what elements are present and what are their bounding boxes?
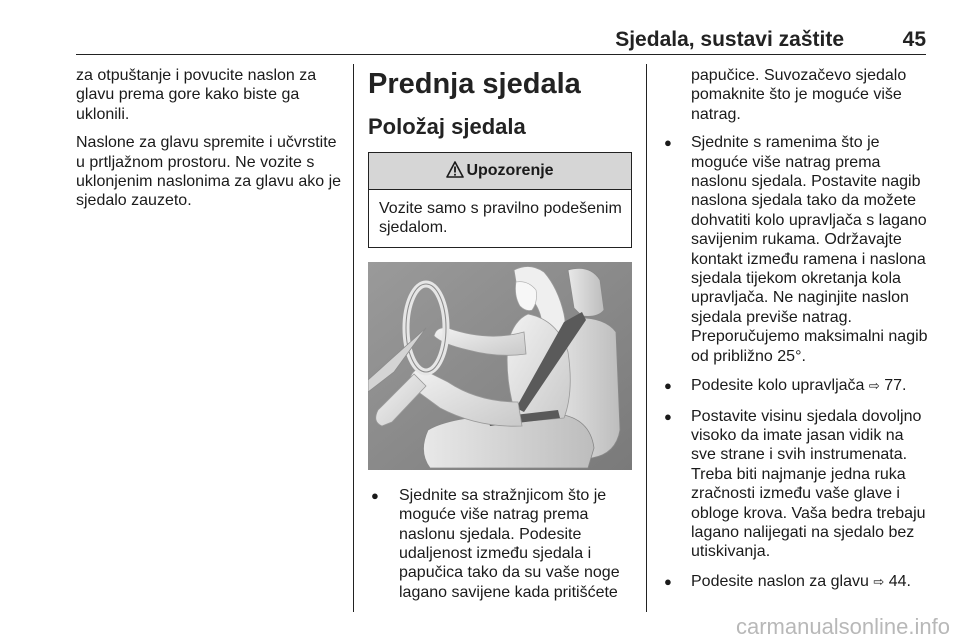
column-divider xyxy=(646,64,647,612)
list-item: ● Postavite visinu sjedala dovoljno visoko da imate jasan vidik na sve strane i svih instrumenata. Treba biti najmanje jedna ruka zračnosti između vaše glave i obloge krova. Vaša bedra trebaju lagano nalijegati na sjedalo bez utiskivanja. xyxy=(661,407,929,562)
paragraph: Naslone za glavu spremite i učvrstite u prtljažnom prostoru. Ne vozite s uklonjenim naslonima za glavu ako je sjedalo zauzeto. xyxy=(76,134,342,210)
page-number: 45 xyxy=(902,28,926,51)
paragraph: za otpuštanje i povucite naslon za glavu prema gore kako biste ga uklonili. xyxy=(76,67,317,123)
column-3 xyxy=(661,66,929,602)
list-item: ● Sjednite sa stražnjicom što je moguće više natrag prema naslonu sjedala. Podesite udaljenost između sjedala i papučica tako da su vaše noge lagano savijene kada pritišćete xyxy=(368,486,632,602)
column-divider xyxy=(353,64,354,612)
page-ref-arrow-icon: ⇨ xyxy=(868,379,880,395)
column-1 xyxy=(76,66,342,220)
list-item: ● Podesite naslon za glavu ⇨ 44. xyxy=(661,572,929,592)
warning-triangle-icon xyxy=(446,161,464,178)
page-ref[interactable]: 44. xyxy=(888,572,911,590)
section-heading: Položaj sjedala xyxy=(368,114,526,139)
section-title: Sjedala, sustavi zaštite xyxy=(615,28,844,51)
driver-seat-position-illustration xyxy=(368,262,632,470)
list-item: ● Podesite kolo upravljača ⇨ 77. xyxy=(661,376,929,396)
warning-box xyxy=(368,152,632,248)
watermark: carmanualsonline.info xyxy=(735,614,950,639)
chapter-heading: Prednja sjedala xyxy=(368,68,581,100)
warning-header xyxy=(369,153,631,190)
list-item: ● Sjednite s ramenima što je moguće više natrag prema naslonu sjedala. Postavite nagib naslona sjedala tako da možete dohvatiti kolo upravljača s lagano savijenim rukama. Održavajte kontakt između ramena i naslona sjedala tijekom okretanja kola upravljača. Ne naginjite naslon sjedala previše natrag. Preporučujemo maksimalni nagib od približno 25°. xyxy=(661,133,929,366)
continued-text: papučice. Suvozačevo sjedalo pomaknite što je moguće više natrag. xyxy=(691,67,907,123)
instruction-list xyxy=(661,133,929,592)
warning-title: Upozorenje xyxy=(466,162,554,179)
page-header xyxy=(76,28,926,55)
column-2 xyxy=(368,66,632,612)
page-ref-arrow-icon: ⇨ xyxy=(873,574,885,590)
page-ref[interactable]: 77. xyxy=(884,377,907,395)
instruction-list xyxy=(368,486,632,602)
warning-text: Vozite samo s pravilno podešenim sjedalom. xyxy=(379,200,622,237)
